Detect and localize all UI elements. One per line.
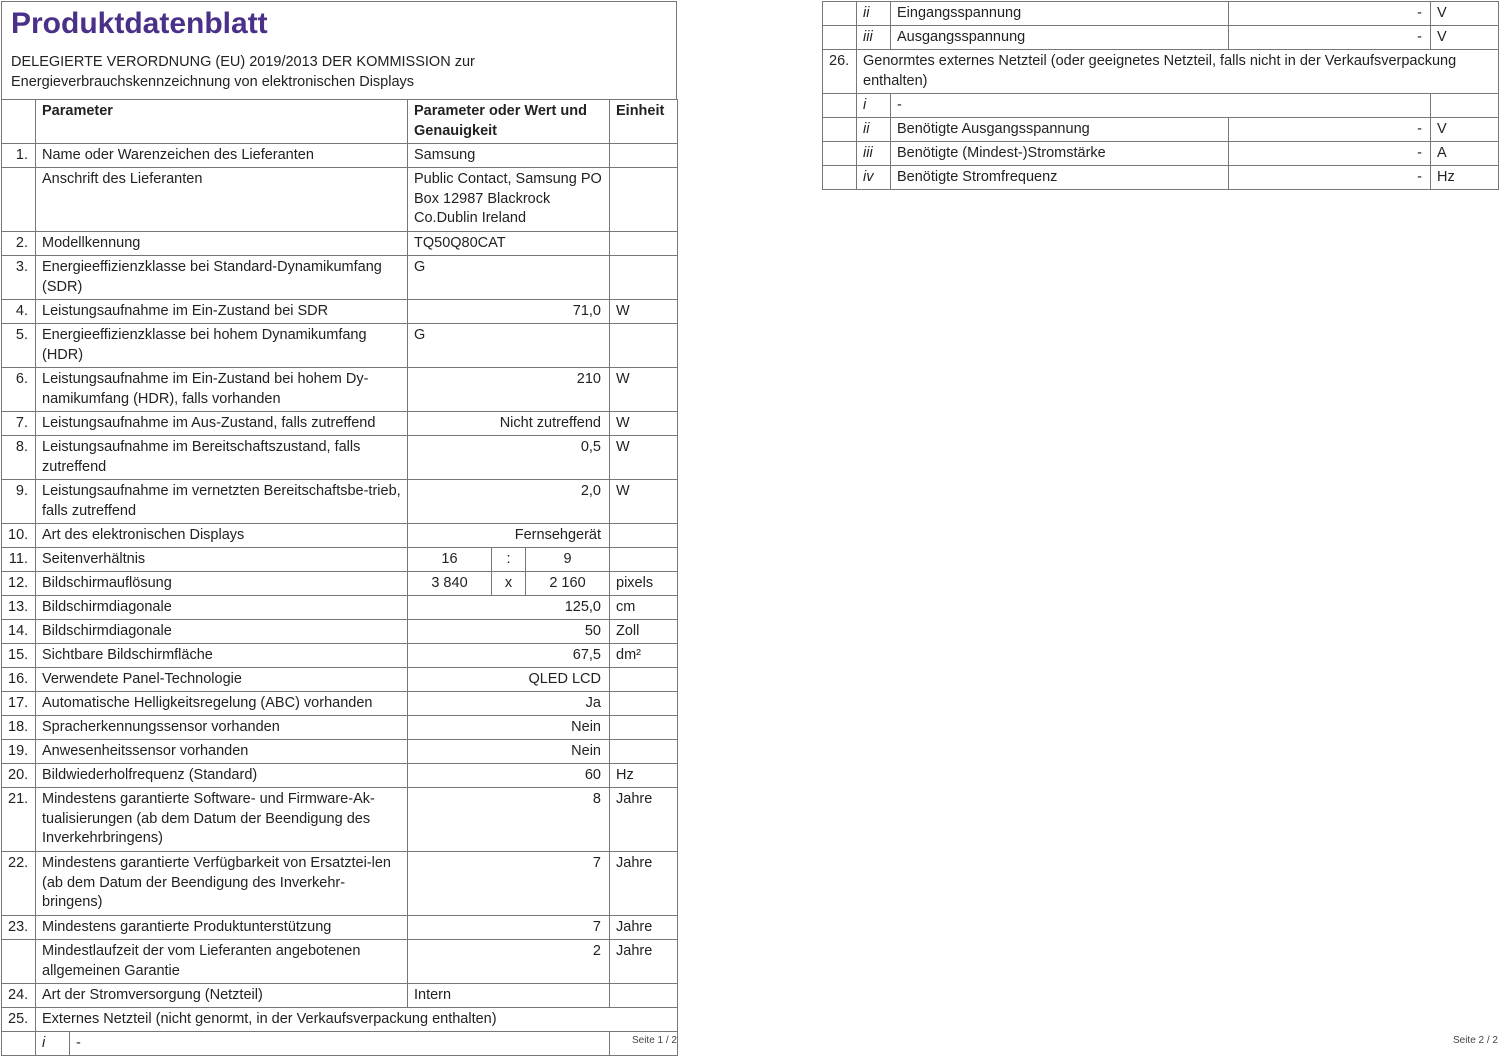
unit-cell	[610, 524, 678, 548]
parameter-value: Nicht zutreffend	[408, 412, 610, 436]
parameter-name: Mindestens garantierte Produktunterstützung	[36, 916, 408, 940]
document-subtitle: DELEGIERTE VERORDNUNG (EU) 2019/2013 DER KOMMISSION zur Energieverbrauchskennzeichnung von elektronischen Displays	[11, 54, 475, 90]
table-row	[2, 1032, 678, 1056]
table-row	[2, 764, 678, 788]
table-row	[823, 50, 1499, 94]
table-row	[2, 916, 678, 940]
parameter-value: Samsung	[408, 144, 610, 168]
unit-cell: W	[610, 300, 678, 324]
row-num: 11.	[2, 548, 36, 572]
table-row	[2, 668, 678, 692]
parameter-name: Bildwiederholfrequenz (Standard)	[36, 764, 408, 788]
parameter-value: 67,5	[408, 644, 610, 668]
parameter-name: Name oder Warenzeichen des Lieferanten	[36, 144, 408, 168]
parameter-name: Anwesenheitssensor vorhanden	[36, 740, 408, 764]
parameter-name: Benötigte (Mindest-)Stromstärke	[891, 142, 1229, 166]
row-num	[823, 26, 857, 50]
sub-index: i	[36, 1032, 70, 1056]
unit-cell	[610, 256, 678, 300]
header-unit: Einheit	[610, 100, 678, 144]
row-num: 21.	[2, 788, 36, 852]
row-num	[823, 166, 857, 190]
parameter-value: 210	[408, 368, 610, 412]
unit-cell: Jahre	[610, 940, 678, 984]
parameter-name: Sichtbare Bildschirmfläche	[36, 644, 408, 668]
parameter-value: -	[1229, 2, 1431, 26]
parameter-value: Ja	[408, 692, 610, 716]
table-row	[823, 118, 1499, 142]
unit-cell: W	[610, 480, 678, 524]
parameter-value: G	[408, 256, 610, 300]
parameter-value: 2	[408, 940, 610, 984]
sub-index: iii	[857, 26, 891, 50]
unit-cell: W	[610, 412, 678, 436]
row-num: 13.	[2, 596, 36, 620]
row-num: 6.	[2, 368, 36, 412]
unit-cell: Jahre	[610, 916, 678, 940]
unit-cell: A	[1431, 142, 1499, 166]
table-row	[2, 596, 678, 620]
unit-cell	[610, 168, 678, 232]
row-num: 19.	[2, 740, 36, 764]
row-num: 17.	[2, 692, 36, 716]
parameter-value: -	[1229, 26, 1431, 50]
table-row	[2, 436, 678, 480]
parameter-value: Nein	[408, 716, 610, 740]
parameter-name: Art der Stromversorgung (Netzteil)	[36, 984, 408, 1008]
table-row	[2, 524, 678, 548]
header-value: Parameter oder Wert und Genauigkeit	[408, 100, 610, 144]
parameter-name: Energieeffizienzklasse bei Standard-Dynamikumfang (SDR)	[36, 256, 408, 300]
row-num	[823, 2, 857, 26]
unit-cell: Zoll	[610, 620, 678, 644]
unit-cell	[610, 144, 678, 168]
header-parameter: Parameter	[36, 100, 408, 144]
parameter-name: Genormtes externes Netzteil (oder geeignetes Netzteil, falls nicht in der Verkaufsverpackung enthalten)	[857, 50, 1499, 94]
unit-cell: V	[1431, 2, 1499, 26]
row-num: 20.	[2, 764, 36, 788]
row-num: 9.	[2, 480, 36, 524]
row-num: 23.	[2, 916, 36, 940]
unit-cell: W	[610, 436, 678, 480]
parameter-name: Modellkennung	[36, 232, 408, 256]
unit-cell: Jahre	[610, 788, 678, 852]
document-title: Produktdatenblatt	[11, 7, 268, 40]
unit-cell: pixels	[610, 572, 678, 596]
unit-cell: W	[610, 368, 678, 412]
table-row	[2, 168, 678, 232]
parameter-value: 2,0	[408, 480, 610, 524]
row-num	[2, 940, 36, 984]
row-num: 24.	[2, 984, 36, 1008]
parameter-name: Spracherkennungssensor vorhanden	[36, 716, 408, 740]
table-row	[2, 940, 678, 984]
parameter-name: Art des elektronischen Displays	[36, 524, 408, 548]
parameter-value: QLED LCD	[408, 668, 610, 692]
parameter-value: 50	[408, 620, 610, 644]
parameter-name: Benötigte Stromfrequenz	[891, 166, 1229, 190]
parameter-value: Fernsehgerät	[408, 524, 610, 548]
value-part-2: 2 160	[526, 572, 610, 596]
row-num: 16.	[2, 668, 36, 692]
unit-cell: Hz	[1431, 166, 1499, 190]
header-box	[1, 1, 677, 100]
parameter-value: 71,0	[408, 300, 610, 324]
unit-cell: V	[1431, 118, 1499, 142]
table-row	[2, 324, 678, 368]
parameter-name: Leistungsaufnahme im Ein-Zustand bei hohem Dy-namikumfang (HDR), falls vorhanden	[36, 368, 408, 412]
parameter-name: Mindestens garantierte Verfügbarkeit von Ersatztei-len (ab dem Datum der Beendigung des Inverkehr-bringens)	[36, 852, 408, 916]
parameter-name: Leistungsaufnahme im Aus-Zustand, falls zutreffend	[36, 412, 408, 436]
parameter-name: Leistungsaufnahme im vernetzten Bereitschaftsbe-trieb, falls zutreffend	[36, 480, 408, 524]
sub-index: ii	[857, 118, 891, 142]
unit-cell	[610, 548, 678, 572]
sub-index: iii	[857, 142, 891, 166]
parameter-value: G	[408, 324, 610, 368]
unit-cell: V	[1431, 26, 1499, 50]
parameter-value: 8	[408, 788, 610, 852]
unit-cell: cm	[610, 596, 678, 620]
table-row	[2, 572, 678, 596]
row-num: 12.	[2, 572, 36, 596]
value-separator: x	[492, 572, 526, 596]
row-num: 8.	[2, 436, 36, 480]
parameter-name: Anschrift des Lieferanten	[36, 168, 408, 232]
row-num	[2, 1032, 36, 1056]
row-num: 10.	[2, 524, 36, 548]
table-row	[2, 412, 678, 436]
row-num: 14.	[2, 620, 36, 644]
unit-cell: dm²	[610, 644, 678, 668]
unit-cell	[610, 692, 678, 716]
unit-cell	[610, 324, 678, 368]
row-num	[823, 94, 857, 118]
parameter-name: Benötigte Ausgangsspannung	[891, 118, 1229, 142]
parameter-value: 7	[408, 916, 610, 940]
unit-cell: Hz	[610, 764, 678, 788]
sub-index: i	[857, 94, 891, 118]
parameter-name: Bildschirmdiagonale	[36, 620, 408, 644]
row-num: 2.	[2, 232, 36, 256]
parameter-name: Automatische Helligkeitsregelung (ABC) vorhanden	[36, 692, 408, 716]
unit-cell	[610, 740, 678, 764]
table-row	[2, 716, 678, 740]
row-num: 25.	[2, 1008, 36, 1032]
unit-cell	[610, 668, 678, 692]
page-2	[822, 0, 1500, 1048]
row-num: 26.	[823, 50, 857, 94]
sub-index: ii	[857, 2, 891, 26]
parameter-name: Eingangsspannung	[891, 2, 1229, 26]
table-row	[823, 166, 1499, 190]
unit-cell: Jahre	[610, 852, 678, 916]
value-part-2: 9	[526, 548, 610, 572]
parameter-value: TQ50Q80CAT	[408, 232, 610, 256]
row-num: 18.	[2, 716, 36, 740]
value-part-1: 3 840	[408, 572, 492, 596]
parameter-name: Energieeffizienzklasse bei hohem Dynamikumfang (HDR)	[36, 324, 408, 368]
row-num: 22.	[2, 852, 36, 916]
table-row	[823, 2, 1499, 26]
table-row	[2, 300, 678, 324]
table-row	[2, 232, 678, 256]
parameter-name: Bildschirmdiagonale	[36, 596, 408, 620]
parameter-name: Mindestlaufzeit der vom Lieferanten angebotenen allgemeinen Garantie	[36, 940, 408, 984]
table-row	[2, 256, 678, 300]
parameter-value: 60	[408, 764, 610, 788]
parameter-name: Seitenverhältnis	[36, 548, 408, 572]
sub-text: -	[70, 1032, 610, 1056]
unit-cell	[610, 232, 678, 256]
table-row	[823, 26, 1499, 50]
unit-cell	[610, 716, 678, 740]
row-num: 3.	[2, 256, 36, 300]
parameter-name: Bildschirmauflösung	[36, 572, 408, 596]
parameter-name: Mindestens garantierte Software- und Firmware-Ak-tualisierungen (ab dem Datum der Beendigung des Inverkehrbringens)	[36, 788, 408, 852]
parameter-name: Verwendete Panel-Technologie	[36, 668, 408, 692]
parameter-value: 125,0	[408, 596, 610, 620]
table-row	[2, 788, 678, 852]
table-row	[2, 144, 678, 168]
row-num: 1.	[2, 144, 36, 168]
power-supply-table	[822, 1, 1499, 190]
product-data-table	[1, 99, 678, 1056]
table-row	[2, 740, 678, 764]
table-row	[823, 142, 1499, 166]
header-num-cell	[2, 100, 36, 144]
unit-cell	[1431, 94, 1499, 118]
row-num	[823, 142, 857, 166]
table-row	[823, 94, 1499, 118]
parameter-name: -	[891, 94, 1431, 118]
parameter-value: 0,5	[408, 436, 610, 480]
table-row	[2, 620, 678, 644]
parameter-value: Public Contact, Samsung PO Box 12987 Blackrock Co.Dublin Ireland	[408, 168, 610, 232]
parameter-value: 7	[408, 852, 610, 916]
value-part-1: 16	[408, 548, 492, 572]
table-row	[2, 692, 678, 716]
page-footer: Seite 1 / 2	[631, 1035, 677, 1046]
table-header-row	[2, 100, 678, 144]
row-num: 4.	[2, 300, 36, 324]
row-num	[2, 168, 36, 232]
row-num: 5.	[2, 324, 36, 368]
parameter-name: Leistungsaufnahme im Bereitschaftszustand, falls zutreffend	[36, 436, 408, 480]
row-num	[823, 118, 857, 142]
table-row	[2, 984, 678, 1008]
parameter-value: -	[1229, 166, 1431, 190]
table-row	[2, 1008, 678, 1032]
row-num: 7.	[2, 412, 36, 436]
parameter-name: Leistungsaufnahme im Ein-Zustand bei SDR	[36, 300, 408, 324]
parameter-value: -	[1229, 142, 1431, 166]
table-row	[2, 480, 678, 524]
table-row	[2, 644, 678, 668]
page-1	[0, 0, 680, 1051]
unit-cell	[610, 984, 678, 1008]
page-footer: Seite 2 / 2	[1452, 1035, 1498, 1046]
value-separator: :	[492, 548, 526, 572]
parameter-name: Ausgangsspannung	[891, 26, 1229, 50]
parameter-value: -	[1229, 118, 1431, 142]
parameter-name: Externes Netzteil (nicht genormt, in der Verkaufsverpackung enthalten)	[36, 1008, 678, 1032]
table-row	[2, 852, 678, 916]
table-row	[2, 368, 678, 412]
parameter-value: Nein	[408, 740, 610, 764]
table-row	[2, 548, 678, 572]
sub-index: iv	[857, 166, 891, 190]
parameter-value: Intern	[408, 984, 610, 1008]
row-num: 15.	[2, 644, 36, 668]
